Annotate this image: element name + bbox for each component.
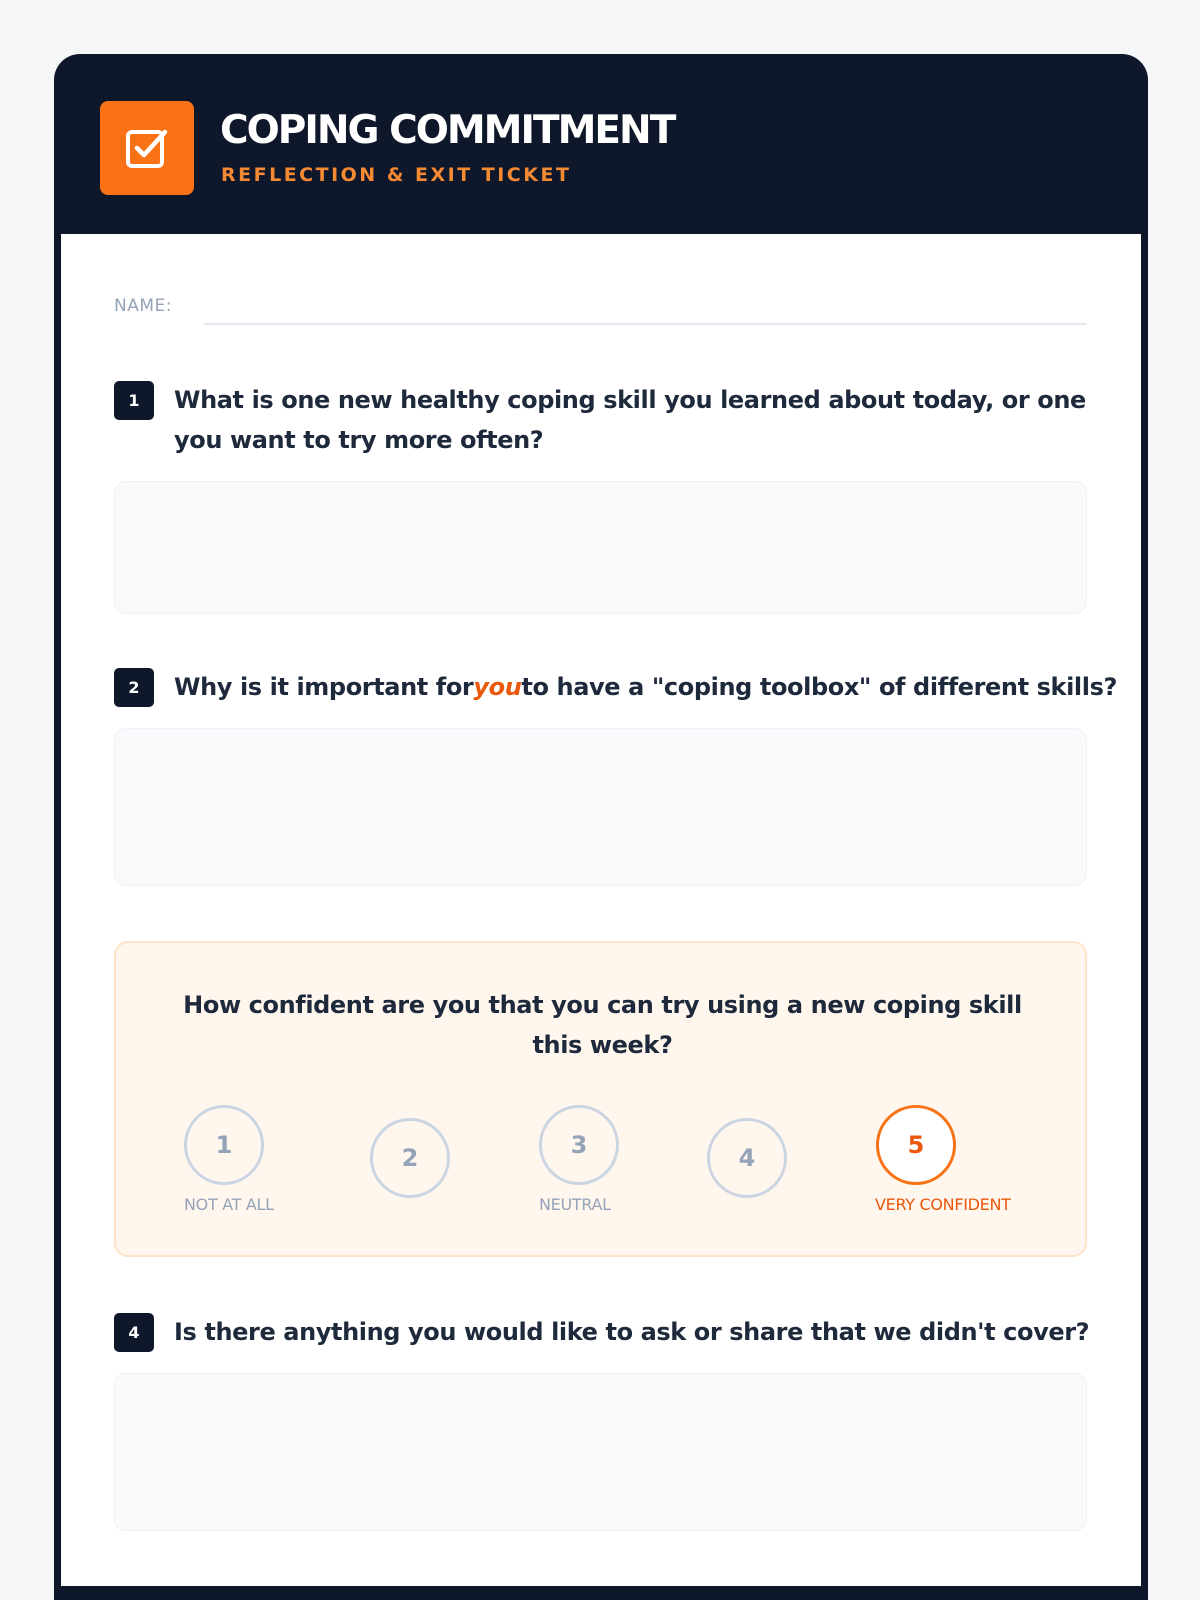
- question-number-badge: 4: [114, 1313, 154, 1352]
- question-text: Is there anything you would like to ask or share that we didn't cover?: [174, 1318, 1090, 1346]
- page-subtitle: REFLECTION & EXIT TICKET: [221, 164, 572, 186]
- scale-label-high: VERY CONFIDENT: [875, 1195, 1011, 1214]
- name-input-line[interactable]: [204, 323, 1087, 325]
- scale-option-1[interactable]: 1: [184, 1105, 264, 1185]
- scale-label-mid: NEUTRAL: [539, 1195, 611, 1214]
- page-title: COPING COMMITMENT: [220, 108, 675, 153]
- answer-box-4[interactable]: [114, 1373, 1087, 1531]
- question-text-after: to have a "coping toolbox" of different skills?: [521, 673, 1117, 701]
- checkbox-icon: [100, 101, 194, 195]
- answer-box-2[interactable]: [114, 728, 1087, 886]
- question-text-emphasis: you: [473, 673, 522, 701]
- confidence-scale-panel: [114, 941, 1087, 1257]
- scale-option-3[interactable]: 3: [539, 1105, 619, 1185]
- question-text: [174, 667, 1117, 707]
- question-text-before: Why is it important for: [174, 673, 474, 701]
- question-number-badge: 1: [114, 381, 154, 420]
- answer-box-1[interactable]: [114, 481, 1087, 614]
- confidence-question: How confident are you that you can try using a new coping skill this week?: [183, 991, 1022, 1059]
- question-text: What is one new healthy coping skill you learned about today, or one you want to try more often?: [174, 386, 1086, 454]
- question-number-badge: 2: [114, 668, 154, 707]
- scale-option-5-selected[interactable]: 5: [876, 1105, 956, 1185]
- scale-option-4[interactable]: 4: [707, 1118, 787, 1198]
- scale-label-low: NOT AT ALL: [184, 1195, 274, 1214]
- scale-option-2[interactable]: 2: [370, 1118, 450, 1198]
- name-label: NAME:: [114, 296, 172, 316]
